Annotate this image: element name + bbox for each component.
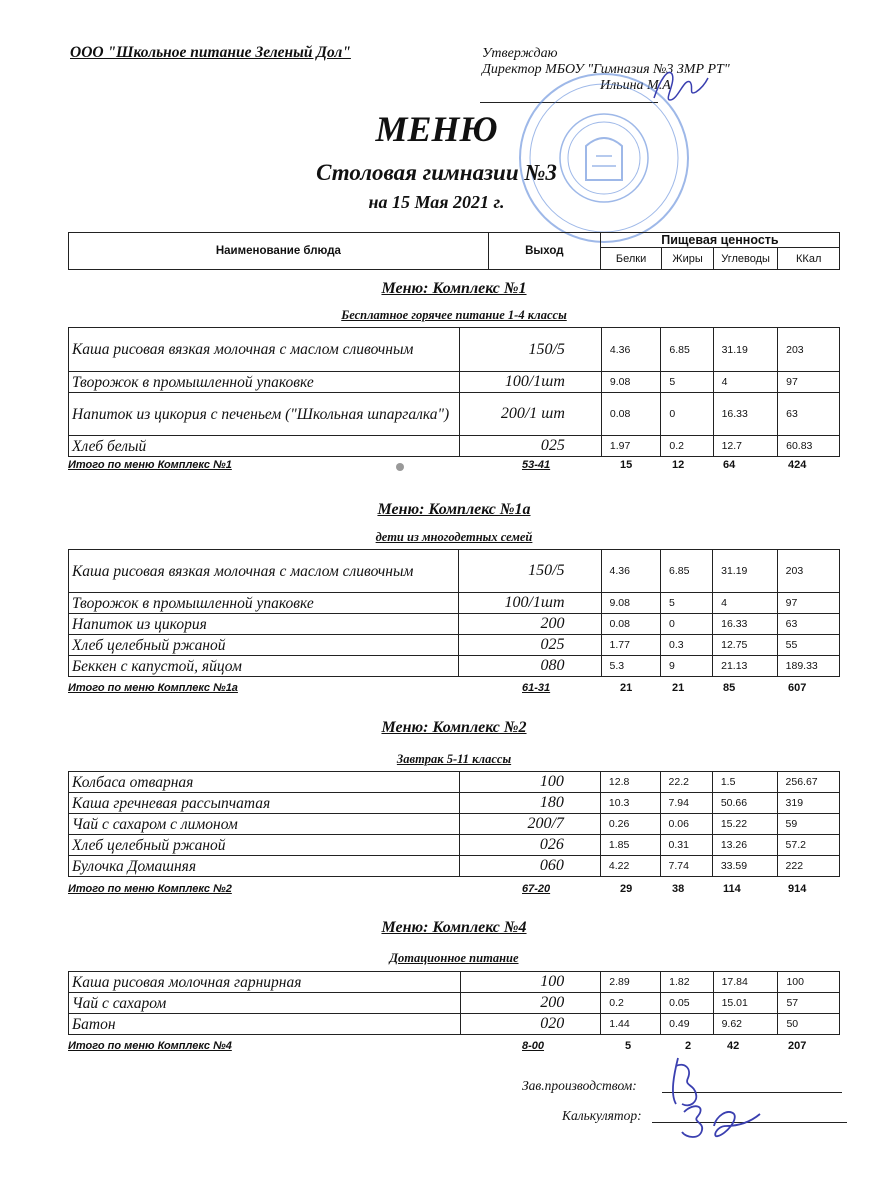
total-carbs: 42: [727, 1040, 740, 1052]
canteen-name: Столовая гимназии №3: [316, 160, 557, 185]
dish-proteins: 4.36: [601, 328, 661, 372]
dish-kcal: 57: [778, 993, 840, 1014]
dish-name: Батон: [69, 1014, 461, 1035]
section-title: Меню: Комплекс №1а: [377, 501, 531, 518]
dish-kcal: 203: [778, 328, 840, 372]
dish-proteins: 0.08: [601, 393, 661, 436]
dish-output: 200/1 шт: [459, 393, 601, 436]
table-row: [69, 593, 840, 614]
header-fats: Жиры: [662, 248, 713, 270]
dish-output: 060: [460, 856, 600, 877]
table-row: [69, 614, 840, 635]
total-carbs: 114: [723, 883, 741, 895]
dish-proteins: 10.3: [600, 793, 660, 814]
total-kcal: 607: [788, 682, 807, 694]
dish-output: 025: [459, 635, 601, 656]
production-manager-label: Зав.производством:: [522, 1078, 637, 1093]
total-cost: 53-41: [522, 459, 551, 471]
dish-proteins: 0.26: [600, 814, 660, 835]
total-carbs: 85: [723, 682, 736, 694]
dish-kcal: 63: [777, 614, 839, 635]
dish-kcal: 55: [777, 635, 839, 656]
dish-proteins: 12.8: [600, 772, 660, 793]
dish-name: Булочка Домашняя: [69, 856, 460, 877]
table-row: [69, 550, 840, 593]
dish-kcal: 189.33: [777, 656, 839, 677]
table-row: [69, 372, 840, 393]
total-proteins: 29: [620, 883, 633, 895]
dish-fats: 0: [660, 614, 712, 635]
dish-carbs: 13.26: [712, 835, 777, 856]
dish-proteins: 1.77: [601, 635, 660, 656]
table-row: [69, 814, 840, 835]
total-cost: 8-00: [522, 1040, 545, 1052]
total-proteins: 5: [625, 1040, 632, 1052]
header-proteins: Белки: [600, 248, 662, 270]
section-total: [68, 1040, 840, 1054]
dish-proteins: 5.3: [601, 656, 660, 677]
total-proteins: 21: [620, 682, 633, 694]
dish-proteins: 9.08: [601, 372, 661, 393]
header-output: Выход: [488, 233, 600, 270]
dish-kcal: 256.67: [777, 772, 839, 793]
dish-name: Творожок в промышленной упаковке: [69, 372, 460, 393]
dish-carbs: 31.19: [713, 328, 778, 372]
total-cost: 67-20: [522, 883, 551, 895]
organization-name: ООО "Школьное питание Зеленый Дол": [70, 44, 351, 61]
dish-carbs: 33.59: [712, 856, 777, 877]
total-cost: 61-31: [522, 682, 551, 694]
table-row: [69, 835, 840, 856]
dish-fats: 6.85: [660, 550, 712, 593]
section-title: Меню: Комплекс №4: [381, 919, 527, 936]
dish-fats: 1.82: [661, 972, 713, 993]
dish-name: Хлеб целебный ржаной: [69, 635, 459, 656]
dish-kcal: 60.83: [778, 436, 840, 457]
dish-output: 150/5: [459, 328, 601, 372]
dish-fats: 7.74: [660, 856, 712, 877]
dish-fats: 5: [661, 372, 713, 393]
table-row: [69, 635, 840, 656]
total-fats: 38: [672, 883, 685, 895]
dish-name: Каша рисовая вязкая молочная с маслом сливочным: [69, 328, 460, 372]
dish-carbs: 50.66: [712, 793, 777, 814]
dish-fats: 22.2: [660, 772, 712, 793]
dish-fats: 7.94: [660, 793, 712, 814]
dish-name: Чай с сахаром: [69, 993, 461, 1014]
dish-output: 020: [461, 1014, 601, 1035]
dish-fats: 0.49: [661, 1014, 713, 1035]
dish-carbs: 15.01: [713, 993, 778, 1014]
dish-proteins: 2.89: [601, 972, 661, 993]
total-fats: 12: [672, 459, 685, 471]
table-row: [69, 772, 840, 793]
dish-fats: 0.2: [661, 436, 713, 457]
dish-proteins: 4.22: [600, 856, 660, 877]
table-row: [69, 856, 840, 877]
dish-output: 100: [460, 772, 600, 793]
dish-proteins: 9.08: [601, 593, 660, 614]
approve-word: Утверждаю: [482, 46, 558, 61]
dish-proteins: 1.85: [600, 835, 660, 856]
dish-kcal: 100: [778, 972, 840, 993]
total-label: Итого по меню Комплекс №4: [68, 1040, 232, 1052]
total-label: Итого по меню Комплекс №2: [68, 883, 232, 895]
dish-carbs: 4: [713, 372, 778, 393]
table-row: [69, 436, 840, 457]
menu-table: [68, 771, 840, 877]
dish-kcal: 63: [778, 393, 840, 436]
dish-proteins: 0.08: [601, 614, 660, 635]
dish-name: Хлеб целебный ржаной: [69, 835, 460, 856]
dish-fats: 5: [660, 593, 712, 614]
dish-output: 150/5: [459, 550, 601, 593]
dish-carbs: 12.7: [713, 436, 778, 457]
table-header: [68, 232, 840, 270]
total-label: Итого по меню Комплекс №1: [68, 459, 232, 471]
menu-table: [68, 971, 840, 1035]
dish-fats: 0: [661, 393, 713, 436]
approve-name: Ильина М.А: [600, 78, 671, 93]
header-kcal: ККал: [778, 248, 840, 270]
dish-carbs: 12.75: [713, 635, 778, 656]
approve-director: Директор МБОУ "Гимназия №3 ЗМР РТ": [482, 62, 730, 77]
total-kcal: 424: [788, 459, 807, 471]
section-total: [68, 883, 840, 897]
dish-kcal: 222: [777, 856, 839, 877]
section-title: Меню: Комплекс №2: [381, 719, 527, 736]
dish-name: Каша гречневая рассыпчатая: [69, 793, 460, 814]
dish-proteins: 1.97: [601, 436, 661, 457]
total-carbs: 64: [723, 459, 736, 471]
dish-name: Творожок в промышленной упаковке: [69, 593, 459, 614]
menu-table: [68, 327, 840, 457]
section-total: [68, 459, 840, 473]
table-row: [69, 393, 840, 436]
dish-carbs: 21.13: [713, 656, 778, 677]
table-row: [69, 793, 840, 814]
paper-mark: [396, 463, 404, 471]
dish-carbs: 16.33: [713, 614, 778, 635]
section-total: [68, 682, 840, 696]
total-fats: 21: [672, 682, 685, 694]
dish-output: 100: [461, 972, 601, 993]
dish-carbs: 4: [713, 593, 778, 614]
dish-output: 200: [461, 993, 601, 1014]
menu-table: [68, 549, 840, 677]
dish-name: Каша рисовая молочная гарнирная: [69, 972, 461, 993]
menu-title: МЕНЮ: [375, 109, 498, 149]
dish-name: Напиток из цикория: [69, 614, 459, 635]
dish-fats: 9: [660, 656, 712, 677]
dish-name: Чай с сахаром с лимоном: [69, 814, 460, 835]
dish-carbs: 31.19: [713, 550, 778, 593]
dish-output: 200: [459, 614, 601, 635]
dish-kcal: 59: [777, 814, 839, 835]
dish-fats: 0.31: [660, 835, 712, 856]
dish-proteins: 1.44: [601, 1014, 661, 1035]
dish-output: 026: [460, 835, 600, 856]
menu-date: на 15 Мая 2021 г.: [368, 192, 505, 212]
dish-kcal: 97: [777, 593, 839, 614]
dish-output: 100/1шт: [459, 593, 601, 614]
header-carbs: Углеводы: [713, 248, 778, 270]
dish-name: Каша рисовая вязкая молочная с маслом сливочным: [69, 550, 459, 593]
table-row: [69, 1014, 840, 1035]
calculator-label: Калькулятор:: [562, 1108, 642, 1123]
total-proteins: 15: [620, 459, 633, 471]
dish-output: 080: [459, 656, 601, 677]
total-fats: 2: [685, 1040, 692, 1052]
dish-name: Напиток из цикория с печеньем ("Школьная шпаргалка"): [69, 393, 460, 436]
section-subtitle: Завтрак 5-11 классы: [396, 752, 512, 766]
dish-fats: 0.05: [661, 993, 713, 1014]
table-row: [69, 972, 840, 993]
dish-kcal: 203: [777, 550, 839, 593]
total-kcal: 914: [788, 883, 807, 895]
dish-output: 200/7: [460, 814, 600, 835]
dish-kcal: 50: [778, 1014, 840, 1035]
dish-carbs: 1.5: [712, 772, 777, 793]
dish-fats: 0.06: [660, 814, 712, 835]
table-row: [69, 328, 840, 372]
section-title: Меню: Комплекс №1: [381, 280, 527, 297]
table-row: [69, 993, 840, 1014]
dish-carbs: 15.22: [712, 814, 777, 835]
header-dish: Наименование блюда: [69, 233, 489, 270]
dish-carbs: 17.84: [713, 972, 778, 993]
dish-carbs: 16.33: [713, 393, 778, 436]
section-subtitle: Бесплатное горячее питание 1-4 классы: [341, 308, 567, 322]
dish-fats: 0.3: [660, 635, 712, 656]
dish-kcal: 97: [778, 372, 840, 393]
dish-carbs: 9.62: [713, 1014, 778, 1035]
total-label: Итого по меню Комплекс №1а: [68, 682, 238, 694]
dish-name: Хлеб белый: [69, 436, 460, 457]
dish-kcal: 57.2: [777, 835, 839, 856]
dish-kcal: 319: [777, 793, 839, 814]
dish-fats: 6.85: [661, 328, 713, 372]
dish-output: 100/1шт: [459, 372, 601, 393]
calculator-signature-icon: [676, 1096, 766, 1146]
section-subtitle: Дотационное питание: [389, 951, 519, 965]
dish-output: 180: [460, 793, 600, 814]
section-subtitle: дети из многодетных семей: [375, 530, 533, 544]
dish-output: 025: [459, 436, 601, 457]
dish-name: Колбаса отварная: [69, 772, 460, 793]
dish-name: Беккен с капустой, яйцом: [69, 656, 459, 677]
dish-proteins: 4.36: [601, 550, 660, 593]
director-signature-icon: [650, 60, 710, 110]
dish-proteins: 0.2: [601, 993, 661, 1014]
total-kcal: 207: [788, 1040, 807, 1052]
table-row: [69, 656, 840, 677]
header-nutrition: Пищевая ценность: [600, 233, 839, 248]
